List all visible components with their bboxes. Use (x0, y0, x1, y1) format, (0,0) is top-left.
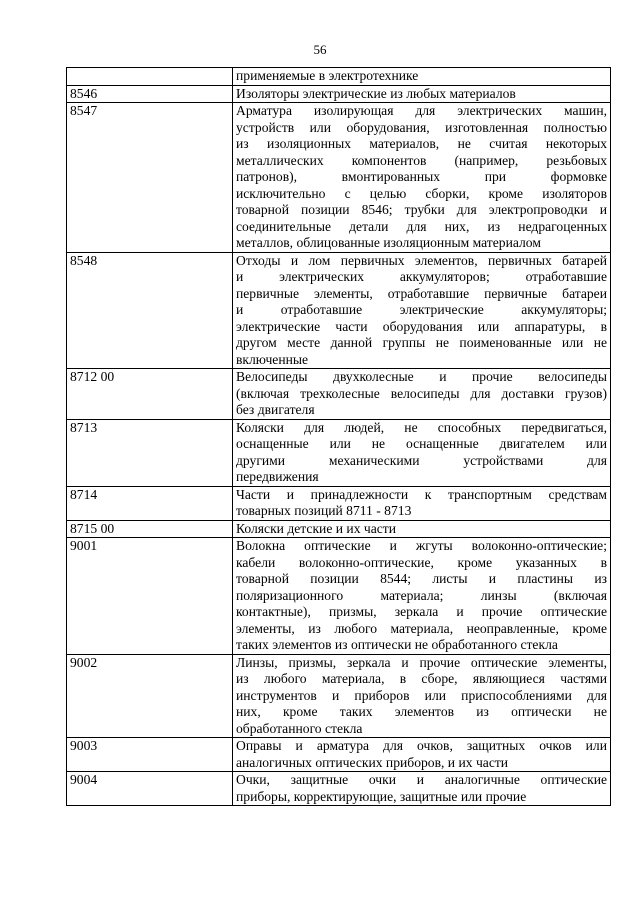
description-line: соединительные детали для них, из недрагоценных (236, 218, 607, 234)
description-line: из любого материала, в сборе, являющиеся частями (236, 671, 607, 686)
description-line: Отходы и лом первичных элементов, первичных батарей (236, 252, 607, 268)
description-cell (233, 252, 611, 369)
code-cell: 9003 (67, 738, 233, 772)
description-line: другими механическими устройствами для (236, 452, 607, 468)
description-cell (233, 369, 611, 420)
description-cell (233, 654, 611, 738)
description-line: Оправы и арматура для очков, защитных очков или (236, 738, 607, 753)
description-cell (233, 772, 611, 806)
code-cell: 9001 (67, 538, 233, 655)
description-cell (233, 419, 611, 486)
description-line: другом месте данной группы не поименованные или не (236, 335, 607, 350)
description-cell (233, 68, 611, 86)
description-line: Линзы, призмы, зеркала и прочие оптические элементы, (236, 654, 607, 670)
description-line: первичные элементы, отработавшие первичные батареи (236, 285, 607, 301)
description-line: таких элементов из оптически не обработанного стекла (236, 637, 558, 652)
description-line: аналогичных оптических приборов, и их части (236, 754, 509, 770)
description-line: электрические части оборудования или аппаратуры, в (236, 318, 607, 334)
description-cell (233, 103, 611, 253)
description-line: Части и принадлежности к транспортным средствам (236, 486, 607, 502)
description-line: устройств или оборудования, изготовленная полностью (236, 119, 607, 135)
table-row (67, 68, 611, 86)
table-row (67, 538, 611, 655)
description-cell (233, 85, 611, 103)
description-line: передвижения (236, 469, 319, 484)
table-row (67, 369, 611, 420)
table-body (67, 68, 611, 806)
description-line: исключительно с целью сборки, кроме изоляторов (236, 185, 607, 201)
description-line: из изоляционных материалов, не считая некоторых (236, 136, 607, 151)
description-line: Велосипеды двухколесные и прочие велосипеды (236, 369, 607, 384)
description-line: Изоляторы электрические из любых материалов (236, 85, 516, 101)
description-cell (233, 520, 611, 538)
description-cell (233, 486, 611, 520)
description-line: включенные (236, 351, 309, 367)
table-row (67, 252, 611, 369)
description-line: Арматура изолирующая для электрических машин, (236, 103, 607, 118)
description-line: товарных позиций 8711 - 8713 (236, 503, 412, 518)
description-line: патронов), вмонтированных при формовке (236, 169, 607, 184)
table-row (67, 419, 611, 486)
table-row (67, 85, 611, 103)
description-line: приборы, корректирующие, защитные или прочие (236, 788, 527, 804)
table-row (67, 772, 611, 806)
description-line: Коляски детские и их части (236, 520, 397, 536)
description-line: применяемые в электротехнике (236, 68, 419, 83)
code-cell: 9002 (67, 654, 233, 738)
code-cell: 8712 00 (67, 369, 233, 420)
description-line: (включая трехколесные велосипеды для доставки грузов) (236, 385, 607, 401)
description-line: элементы, из любого материала, неоправленные, кроме (236, 620, 607, 636)
table-row (67, 738, 611, 772)
description-line: них, кроме таких элементов из оптически не (236, 704, 607, 719)
description-line: товарной позиции 8544; листы и пластины из (236, 571, 607, 586)
description-line: товарной позиции 8546; трубки для электропроводки и (236, 202, 607, 217)
description-line: без двигателя (236, 402, 315, 417)
table-row (67, 654, 611, 738)
description-line: и отработавшие электрические аккумуляторы; (236, 302, 607, 317)
code-cell: 8548 (67, 252, 233, 369)
description-line: металлов, облицованные изоляционным материалом (236, 235, 541, 250)
description-line: металлических компонентов (например, резьбовых (236, 152, 607, 168)
description-cell (233, 738, 611, 772)
description-line: оснащенные или не оснащенные двигателем или (236, 436, 607, 451)
description-line: обработанного стекла (236, 720, 363, 736)
code-cell: 8547 (67, 103, 233, 253)
code-cell: 8714 (67, 486, 233, 520)
description-cell (233, 538, 611, 655)
description-line: поляризационного материала; линзы (включая (236, 587, 607, 603)
table-row (67, 520, 611, 538)
code-cell: 9004 (67, 772, 233, 806)
code-cell: 8713 (67, 419, 233, 486)
description-line: Очки, защитные очки и аналогичные оптические (236, 772, 607, 787)
table-row (67, 486, 611, 520)
code-cell: 8715 00 (67, 520, 233, 538)
description-line: кабели волоконно-оптические, кроме указанных в (236, 554, 607, 570)
description-line: инструментов и приборов или приспособлениями для (236, 687, 607, 703)
description-line: Волокна оптические и жгуты волоконно-оптические; (236, 538, 607, 553)
code-cell (67, 68, 233, 86)
table-row (67, 103, 611, 253)
page-number: 56 (313, 42, 327, 57)
code-cell: 8546 (67, 85, 233, 103)
description-line: Коляски для людей, не способных передвигаться, (236, 419, 607, 435)
description-line: контактные), призмы, зеркала и прочие оптические (236, 604, 607, 619)
description-line: и электрических аккумуляторов; отработавшие (236, 269, 607, 284)
tariff-code-table (66, 67, 611, 806)
